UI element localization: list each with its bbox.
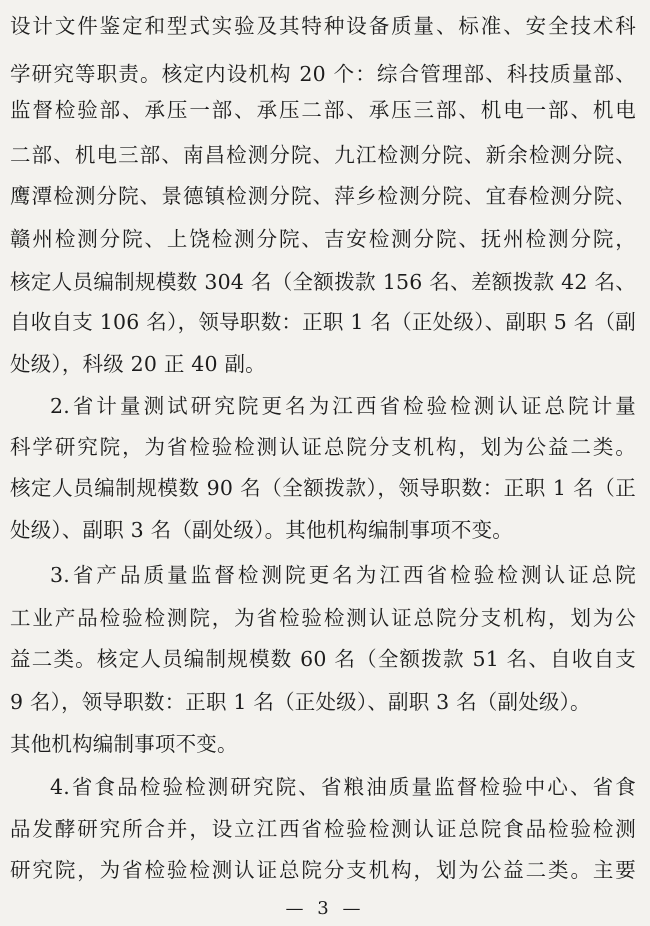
text-line: 设计文件鉴定和型式实验及其特种设备质量、标准、安全技术科: [10, 14, 636, 38]
paragraph-2-first-line: 2.省计量测试研究院更名为江西省检验检测认证总院计量: [50, 394, 636, 418]
text-line: 处级）、副职 3 名（副处级）。其他机构编制事项不变。: [10, 518, 513, 542]
text-line: 自收自支 106 名），领导职数：正职 1 名（正处级）、副职 5 名（副: [10, 310, 636, 334]
text-line: 鹰潭检测分院、景德镇检测分院、萍乡检测分院、宜春检测分院、: [10, 184, 636, 208]
page-number: — 3 —: [285, 898, 365, 919]
text-line: 益二类。核定人员编制规模数 60 名（全额拨款 51 名、自收自支: [10, 647, 636, 671]
paragraph-3-first-line: 3.省产品质量监督检测院更名为江西省检验检测认证总院: [50, 563, 636, 587]
text-line: 学研究等职责。核定内设机构 20 个：综合管理部、科技质量部、: [10, 62, 636, 86]
text-line: 二部、机电三部、南昌检测分院、九江检测分院、新余检测分院、: [10, 143, 636, 167]
text-line: 核定人员编制规模数 90 名（全额拨款），领导职数：正职 1 名（正: [10, 476, 636, 500]
text-line: 处级），科级 20 正 40 副。: [10, 352, 266, 376]
text-line: 科学研究院，为省检验检测认证总院分支机构，划为公益二类。: [10, 435, 636, 459]
text-line: 监督检验部、承压一部、承压二部、承压三部、机电一部、机电: [10, 98, 636, 122]
text-line: 9 名），领导职数：正职 1 名（正处级）、副职 3 名（副处级）。: [10, 690, 591, 714]
text-line: 研究院，为省检验检测认证总院分支机构，划为公益二类。主要: [10, 858, 636, 882]
text-line: 其他机构编制事项不变。: [10, 732, 238, 756]
text-line: 工业产品检验检测院，为省检验检测认证总院分支机构，划为公: [10, 606, 636, 630]
paragraph-4-first-line: 4.省食品检验检测研究院、省粮油质量监督检验中心、省食: [50, 775, 636, 799]
text-line: 赣州检测分院、上饶检测分院、吉安检测分院、抚州检测分院，: [10, 227, 636, 251]
text-line: 品发酵研究所合并，设立江西省检验检测认证总院食品检验检测: [10, 817, 636, 841]
text-line: 核定人员编制规模数 304 名（全额拨款 156 名、差额拨款 42 名、: [10, 270, 636, 294]
